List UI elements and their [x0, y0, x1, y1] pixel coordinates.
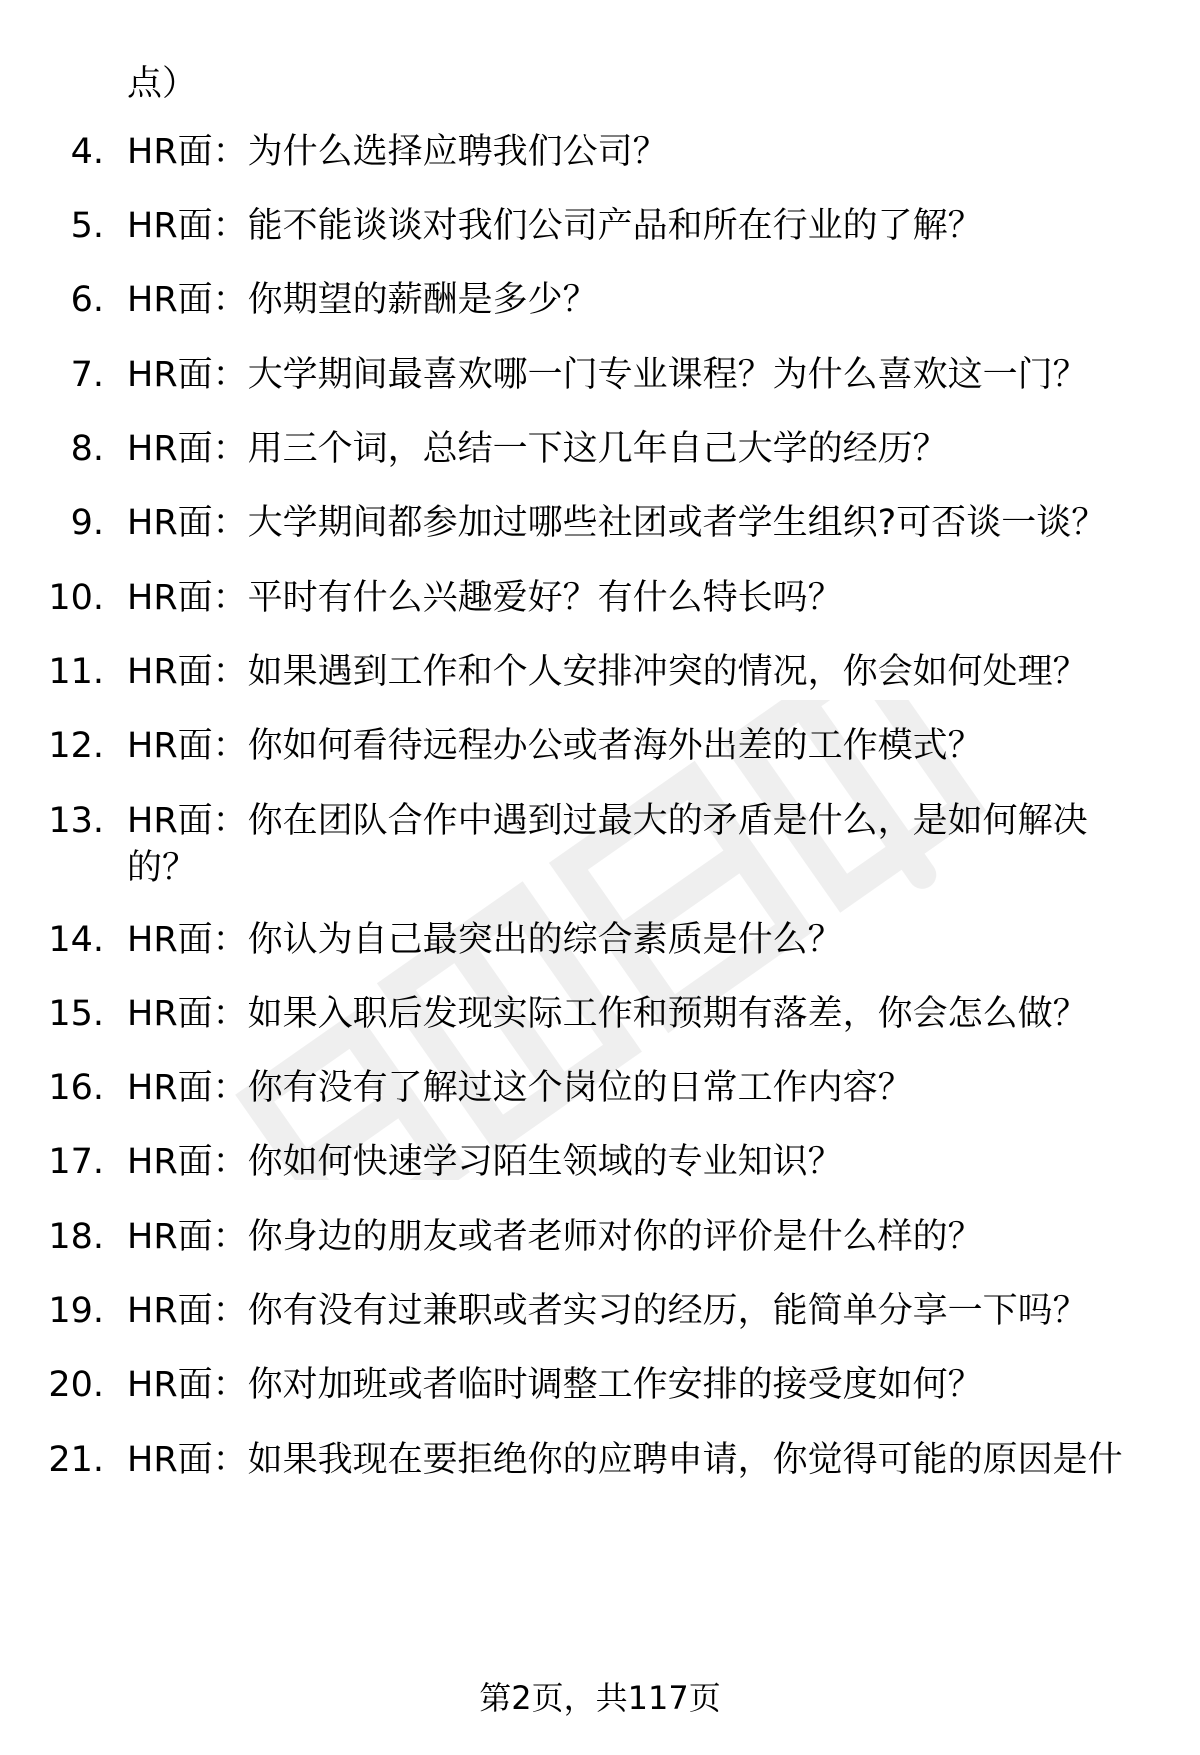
item-text: HR面：你有没有过兼职或者实习的经历，能简单分享一下吗？: [127, 1291, 1088, 1331]
item-number: 7.: [70, 355, 104, 395]
item-number: 10.: [48, 578, 104, 618]
item-number: 13.: [48, 801, 104, 841]
item-text: HR面：如果遇到工作和个人安排冲突的情况，你会如何处理？: [127, 652, 1088, 692]
item-text: HR面：你对加班或者临时调整工作安排的接受度如何？: [127, 1365, 983, 1405]
item-text: HR面：如果入职后发现实际工作和预期有落差，你会怎么做？: [127, 994, 1088, 1034]
item-text: HR面：能不能谈谈对我们公司产品和所在行业的了解？: [127, 206, 983, 246]
item-number: 16.: [48, 1068, 104, 1108]
item-number: 17.: [48, 1142, 104, 1182]
item-text: HR面：你身边的朋友或者老师对你的评价是什么样的？: [127, 1217, 983, 1257]
item-text: HR面：为什么选择应聘我们公司？: [127, 132, 668, 172]
item-text: HR面：你如何快速学习陌生领域的专业知识？: [127, 1142, 843, 1182]
item-number: 4.: [70, 132, 104, 172]
item-number: 8.: [70, 429, 104, 469]
item-number: 21.: [48, 1440, 104, 1480]
item-number: 15.: [48, 994, 104, 1034]
item-number: 5.: [70, 206, 104, 246]
continuation-text: 点）: [127, 64, 198, 104]
item-number: 19.: [48, 1291, 104, 1331]
item-number: 11.: [48, 652, 104, 692]
item-text: HR面：你有没有了解过这个岗位的日常工作内容？: [127, 1068, 913, 1108]
page-indicator: 第2页，共117页: [479, 1679, 721, 1717]
item-text-continuation: 的？: [127, 848, 198, 888]
item-text: HR面：你在团队合作中遇到过最大的矛盾是什么，是如何解决: [127, 801, 1088, 841]
item-text: HR面：如果我现在要拒绝你的应聘申请，你觉得可能的原因是什: [127, 1440, 1123, 1480]
item-text: HR面：你认为自己最突出的综合素质是什么？: [127, 920, 843, 960]
item-text: HR面：平时有什么兴趣爱好？有什么特长吗？: [127, 578, 843, 618]
item-number: 9.: [70, 503, 104, 543]
item-text: HR面：大学期间都参加过哪些社团或者学生组织?可否谈一谈？: [127, 503, 1107, 543]
item-number: 20.: [48, 1365, 104, 1405]
item-text: HR面：你期望的薪酬是多少？: [127, 280, 598, 320]
item-text: HR面：大学期间最喜欢哪一门专业课程？为什么喜欢这一门？: [127, 355, 1088, 395]
item-number: 12.: [48, 726, 104, 766]
item-number: 18.: [48, 1217, 104, 1257]
item-number: 14.: [48, 920, 104, 960]
item-number: 6.: [70, 280, 104, 320]
item-text: HR面：用三个词，总结一下这几年自己大学的经历？: [127, 429, 948, 469]
item-text: HR面：你如何看待远程办公或者海外出差的工作模式？: [127, 726, 983, 766]
